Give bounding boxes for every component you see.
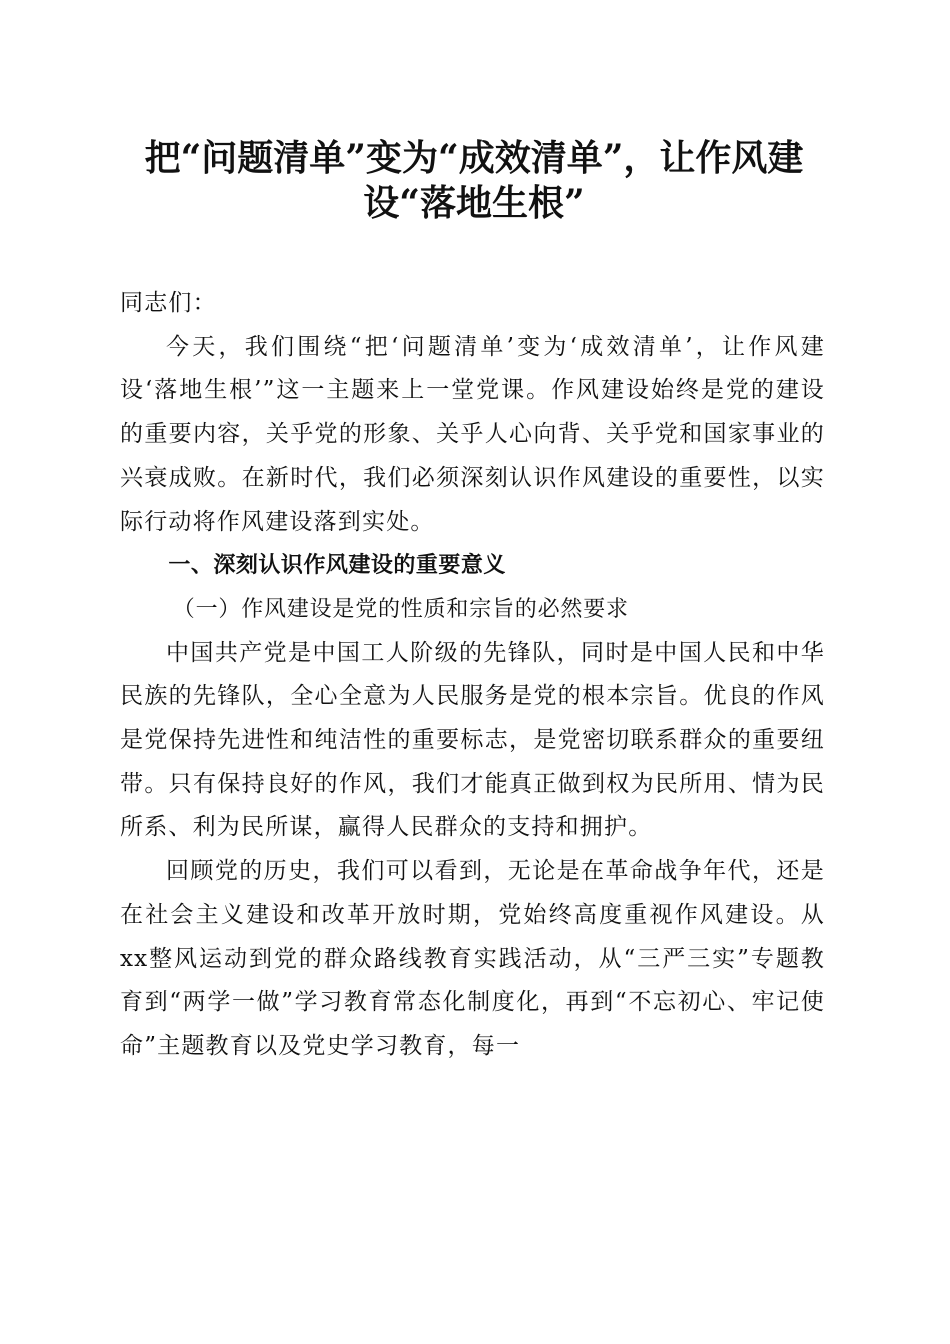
subsection-heading: （一）作风建设是党的性质和宗旨的必然要求 — [172, 596, 629, 622]
document-title: 把“问题清单”变为“成效清单”，让作风建设“落地生根” — [144, 137, 804, 224]
section-heading: 一、深刻认识作风建设的重要意义 — [168, 553, 506, 579]
document-body — [120, 282, 825, 1069]
salutation: 同志们： — [120, 290, 217, 316]
body-paragraph: 中国共产党是中国工人阶级的先锋队，同时是中国人民和中华民族的先锋队，全心全意为人民服务是党的根本宗旨。优良的作风是党保持先进性和纯洁性的重要标志，是党密切联系群众的重要纽带。只有保持良好的作风，我们才能真正做到权为民所用、情为民所系、利为民所谋，赢得人民群众的支持和拥护。 — [120, 639, 825, 841]
body-paragraph: 回顾党的历史，我们可以看到，无论是在革命战争年代，还是在社会主义建设和改革开放时期，党始终高度重视作风建设。从xx整风运动到党的群众路线教育实践活动，从“三严三实”专题教育到“两学一做”学习教育常态化制度化，再到“不忘初心、牢记使命”主题教育以及党史学习教育，每一 — [120, 858, 825, 1059]
intro-paragraph: 今天，我们围绕“把‘问题清单’变为‘成效清单’，让作风建设‘落地生根’”这一主题来上一堂党课。作风建设始终是党的建设的重要内容，关乎党的形象、关乎人心向背、关乎党和国家事业的兴衰成败。在新时代，我们必须深刻认识作风建设的重要性，以实际行动将作风建设落到实处。 — [120, 333, 825, 535]
